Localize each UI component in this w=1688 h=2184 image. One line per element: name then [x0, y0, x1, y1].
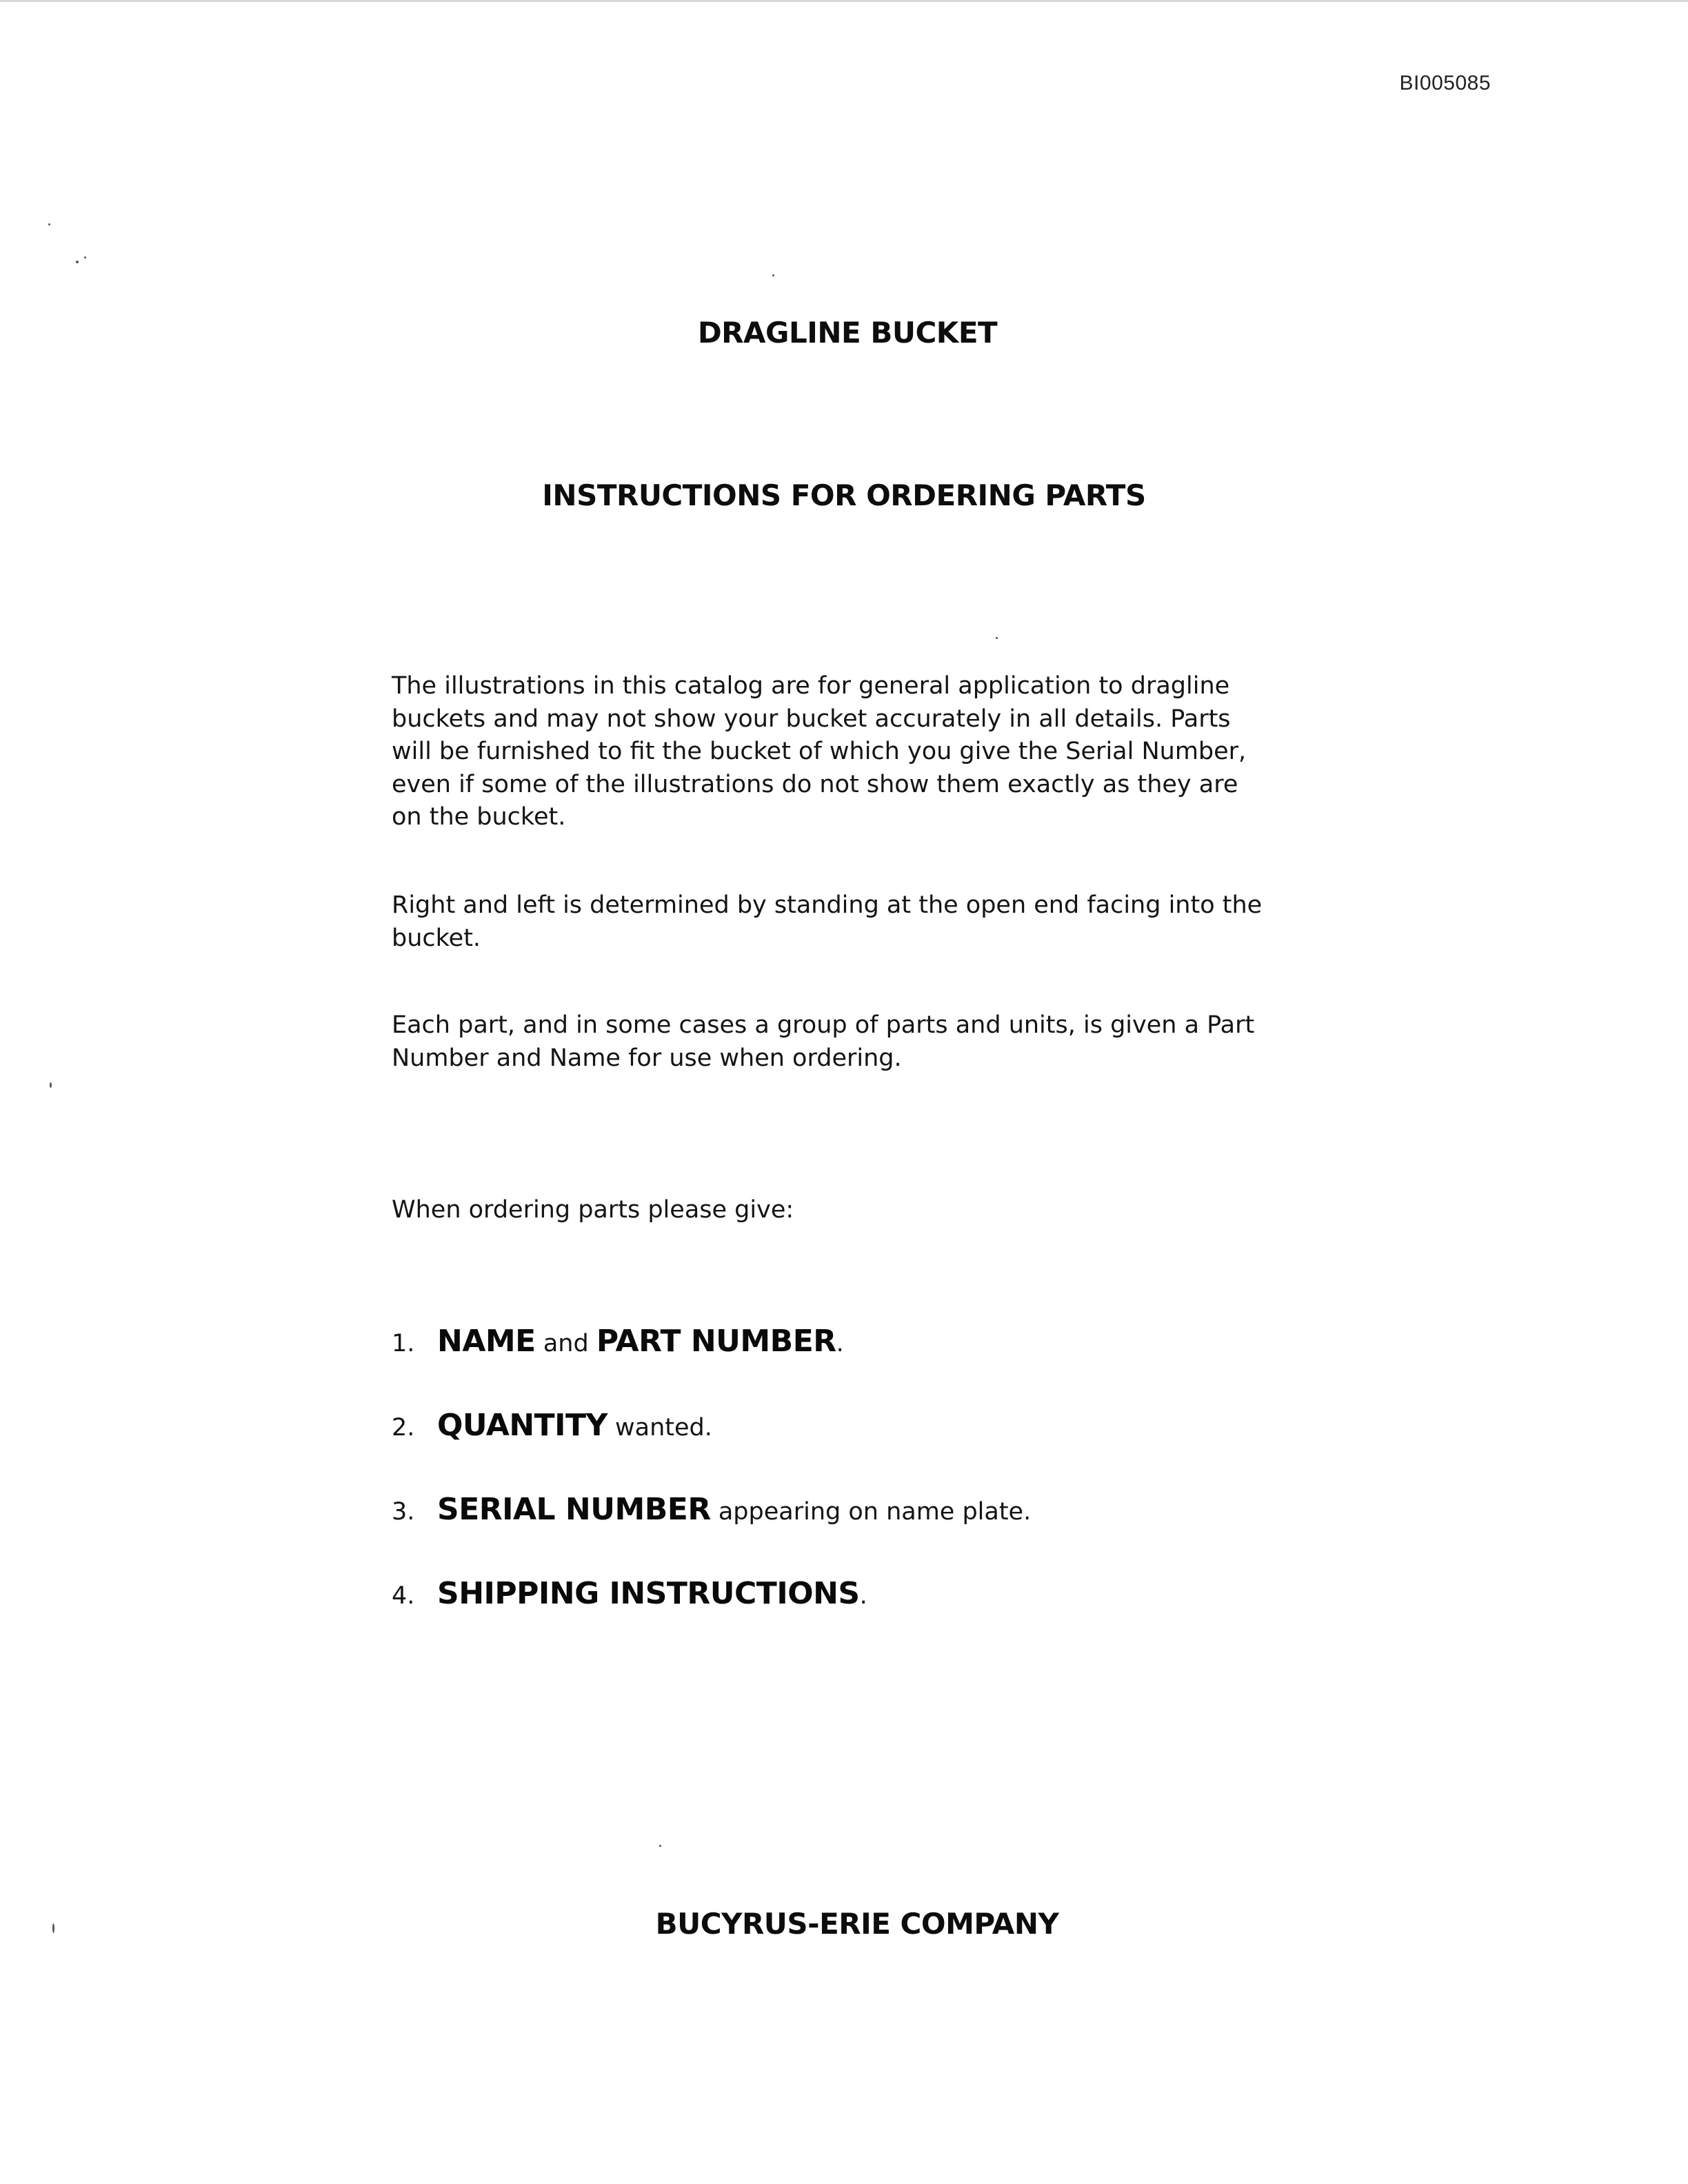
document-title: DRAGLINE BUCKET [697, 316, 998, 350]
scan-speck [84, 256, 86, 259]
paragraph-line: even if some of the illustrations do not show them exactly as they are [392, 770, 1238, 798]
paragraph-line: The illustrations in this catalog are for general application to dragline [392, 672, 1230, 700]
scan-speck [48, 223, 50, 225]
section-heading: INSTRUCTIONS FOR ORDERING PARTS [542, 478, 1146, 512]
list-number: 2. [392, 1414, 415, 1442]
list-item [392, 1324, 844, 1359]
list-bold-term: PART NUMBER [596, 1324, 836, 1359]
paragraph-line: buckets and may not show your bucket accurately in all details. Parts [392, 705, 1231, 733]
paragraph-line: bucket. [392, 924, 481, 952]
paragraph-line: on the bucket. [392, 803, 566, 831]
paragraph-line: Right and left is determined by standing at the open end facing into the [392, 891, 1263, 919]
list-number: 4. [392, 1582, 415, 1610]
list-text: and [535, 1330, 596, 1357]
list-number: 3. [392, 1498, 415, 1526]
list-text: . [859, 1582, 867, 1610]
list-bold-term: SHIPPING INSTRUCTIONS [437, 1576, 860, 1611]
paragraph-ordering-intro: When ordering parts please give: [392, 1196, 794, 1224]
list-item [392, 1576, 867, 1611]
list-item [392, 1492, 1031, 1527]
scan-speck [52, 1923, 54, 1933]
list-text: wanted. [607, 1414, 712, 1442]
paragraph-line: Each part, and in some cases a group of parts and units, is given a Part [392, 1011, 1255, 1039]
scan-speck [50, 1082, 52, 1088]
list-bold-term: NAME [437, 1324, 536, 1359]
paragraph-line: will be furnished to fit the bucket of which you give the Serial Number, [392, 738, 1247, 765]
list-bold-term: SERIAL NUMBER [437, 1492, 711, 1527]
list-bold-term: QUANTITY [437, 1408, 607, 1443]
list-text: . [836, 1330, 844, 1357]
paragraph-part-number [392, 1009, 1357, 1075]
list-text: appearing on name plate. [710, 1498, 1032, 1526]
list-number: 1. [392, 1330, 415, 1357]
scan-speck [659, 1845, 661, 1847]
scan-speck [772, 274, 774, 276]
paragraph-right-left [392, 889, 1357, 955]
scan-speck [996, 637, 998, 639]
page-top-edge [0, 0, 1688, 2]
list-item [392, 1408, 712, 1443]
scan-speck [76, 261, 79, 263]
paragraph-illustrations [392, 670, 1357, 834]
document-id: BI005085 [1399, 72, 1491, 94]
company-name: BUCYRUS-ERIE COMPANY [655, 1907, 1059, 1941]
paragraph-line: Number and Name for use when ordering. [392, 1044, 902, 1072]
